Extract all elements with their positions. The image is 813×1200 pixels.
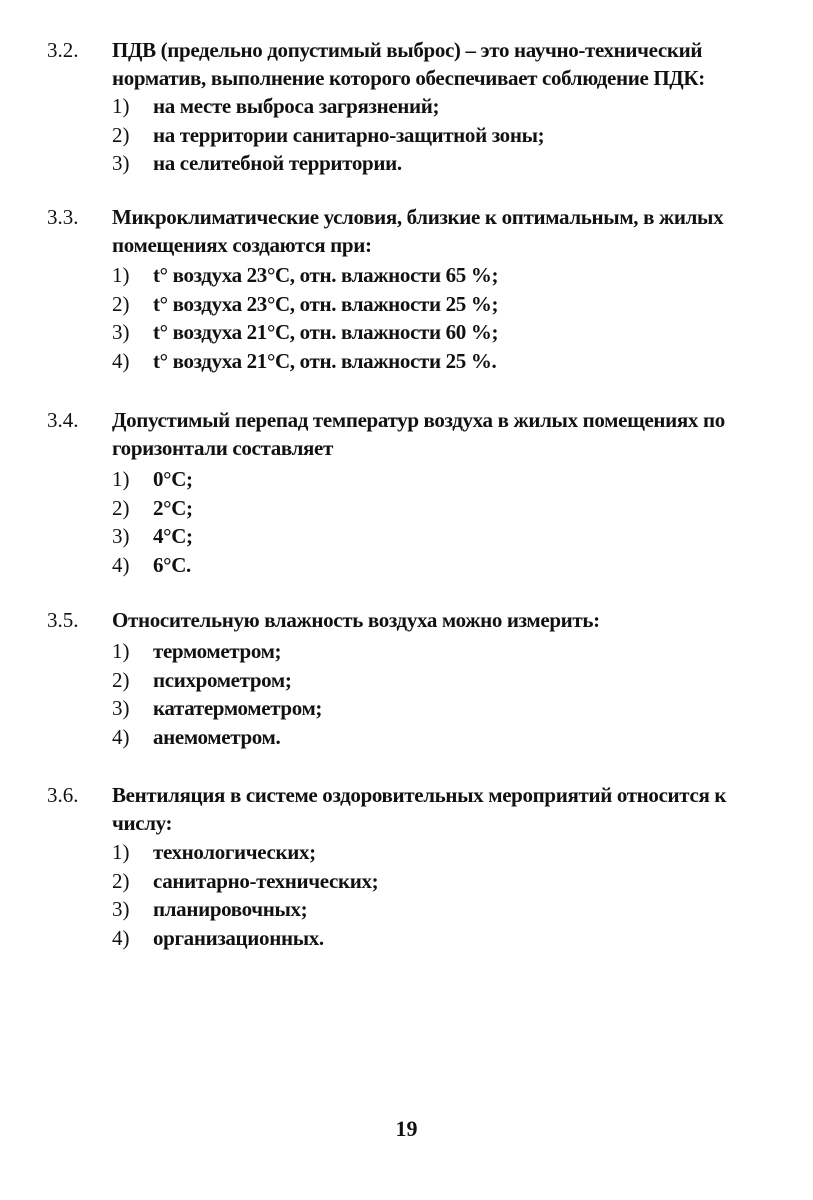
option-text: планировочных; (153, 897, 308, 921)
answer-option (112, 318, 772, 347)
option-number: 4) (112, 552, 130, 577)
answer-option (112, 522, 772, 551)
question-text (112, 203, 772, 259)
option-text: психрометром; (153, 667, 292, 692)
option-number: 2) (112, 291, 130, 316)
answer-options (112, 261, 772, 375)
option-text: t° воздуха 23°С, отн. влажности 25 %; (153, 291, 499, 316)
answer-options (112, 637, 772, 751)
option-number: 4) (112, 724, 130, 749)
option-number: 3) (112, 524, 130, 548)
option-text: 4°С; (153, 524, 193, 548)
answer-options (112, 465, 772, 579)
option-text: организационных. (153, 925, 324, 950)
answer-option (112, 838, 772, 867)
question-text-line: Допустимый перепад температур воздуха в жилых помещениях по (112, 408, 725, 432)
option-number: 3) (112, 151, 130, 175)
option-number: 2) (112, 667, 130, 692)
option-number: 4) (112, 925, 130, 950)
option-text: анемометром. (153, 724, 281, 749)
answer-option (112, 666, 772, 695)
question-number: 3.5. (47, 608, 79, 632)
option-number: 2) (112, 122, 130, 147)
option-text: технологических; (153, 840, 316, 864)
question-number: 3.3. (47, 205, 79, 229)
question-text-line: Вентиляция в системе оздоровительных мероприятий относится к (112, 783, 727, 807)
question-text-line: горизонтали составляет (112, 436, 333, 460)
answer-option (112, 149, 772, 178)
question-text (112, 606, 772, 634)
answer-option (112, 121, 772, 150)
question-text-line: норматив, выполнение которого обеспечивает соблюдение ПДК: (112, 66, 705, 90)
question-text (112, 406, 772, 462)
option-text: t° воздуха 21°С, отн. влажности 25 %. (153, 348, 497, 373)
answer-option (112, 637, 772, 666)
option-number: 1) (112, 467, 130, 491)
option-text: 2°С; (153, 495, 193, 520)
answer-option (112, 895, 772, 924)
option-number: 2) (112, 495, 130, 520)
answer-option (112, 723, 772, 752)
answer-option (112, 290, 772, 319)
question-number: 3.6. (47, 783, 79, 807)
option-number: 4) (112, 348, 130, 373)
question-text-line: ПДВ (предельно допустимый выброс) – это научно-технический (112, 38, 703, 62)
option-text: термометром; (153, 639, 282, 663)
option-number: 1) (112, 263, 130, 287)
answer-option (112, 465, 772, 494)
answer-option (112, 551, 772, 580)
question-number: 3.2. (47, 38, 79, 62)
option-number: 1) (112, 94, 130, 118)
question-number: 3.4. (47, 408, 79, 432)
option-text: кататермометром; (153, 696, 323, 720)
answer-option (112, 694, 772, 723)
question-text-line: Относительную влажность воздуха можно измерить: (112, 608, 600, 632)
question-text-line: Микроклиматические условия, близкие к оптимальным, в жилых (112, 205, 724, 229)
option-number: 3) (112, 320, 130, 344)
answer-option (112, 347, 772, 376)
option-number: 1) (112, 840, 130, 864)
answer-option (112, 92, 772, 121)
answer-option (112, 261, 772, 290)
answer-options (112, 838, 772, 952)
option-text: на месте выброса загрязнений; (153, 94, 440, 118)
question-text-line: числу: (112, 811, 173, 835)
option-number: 1) (112, 639, 130, 663)
question-text (112, 36, 772, 92)
option-text: на селитебной территории. (153, 151, 402, 175)
answer-option (112, 924, 772, 953)
page-number: 19 (395, 1116, 418, 1141)
option-text: 0°С; (153, 467, 193, 491)
option-number: 3) (112, 897, 130, 921)
question-text-line: помещениях создаются при: (112, 233, 372, 257)
option-number: 2) (112, 868, 130, 893)
answer-options (112, 92, 772, 178)
option-number: 3) (112, 696, 130, 720)
answer-option (112, 867, 772, 896)
question-text (112, 781, 772, 837)
option-text: t° воздуха 23°С, отн. влажности 65 %; (153, 263, 499, 287)
option-text: t° воздуха 21°С, отн. влажности 60 %; (153, 320, 499, 344)
option-text: санитарно-технических; (153, 868, 379, 893)
answer-option (112, 494, 772, 523)
option-text: на территории санитарно-защитной зоны; (153, 122, 545, 147)
option-text: 6°С. (153, 552, 191, 577)
